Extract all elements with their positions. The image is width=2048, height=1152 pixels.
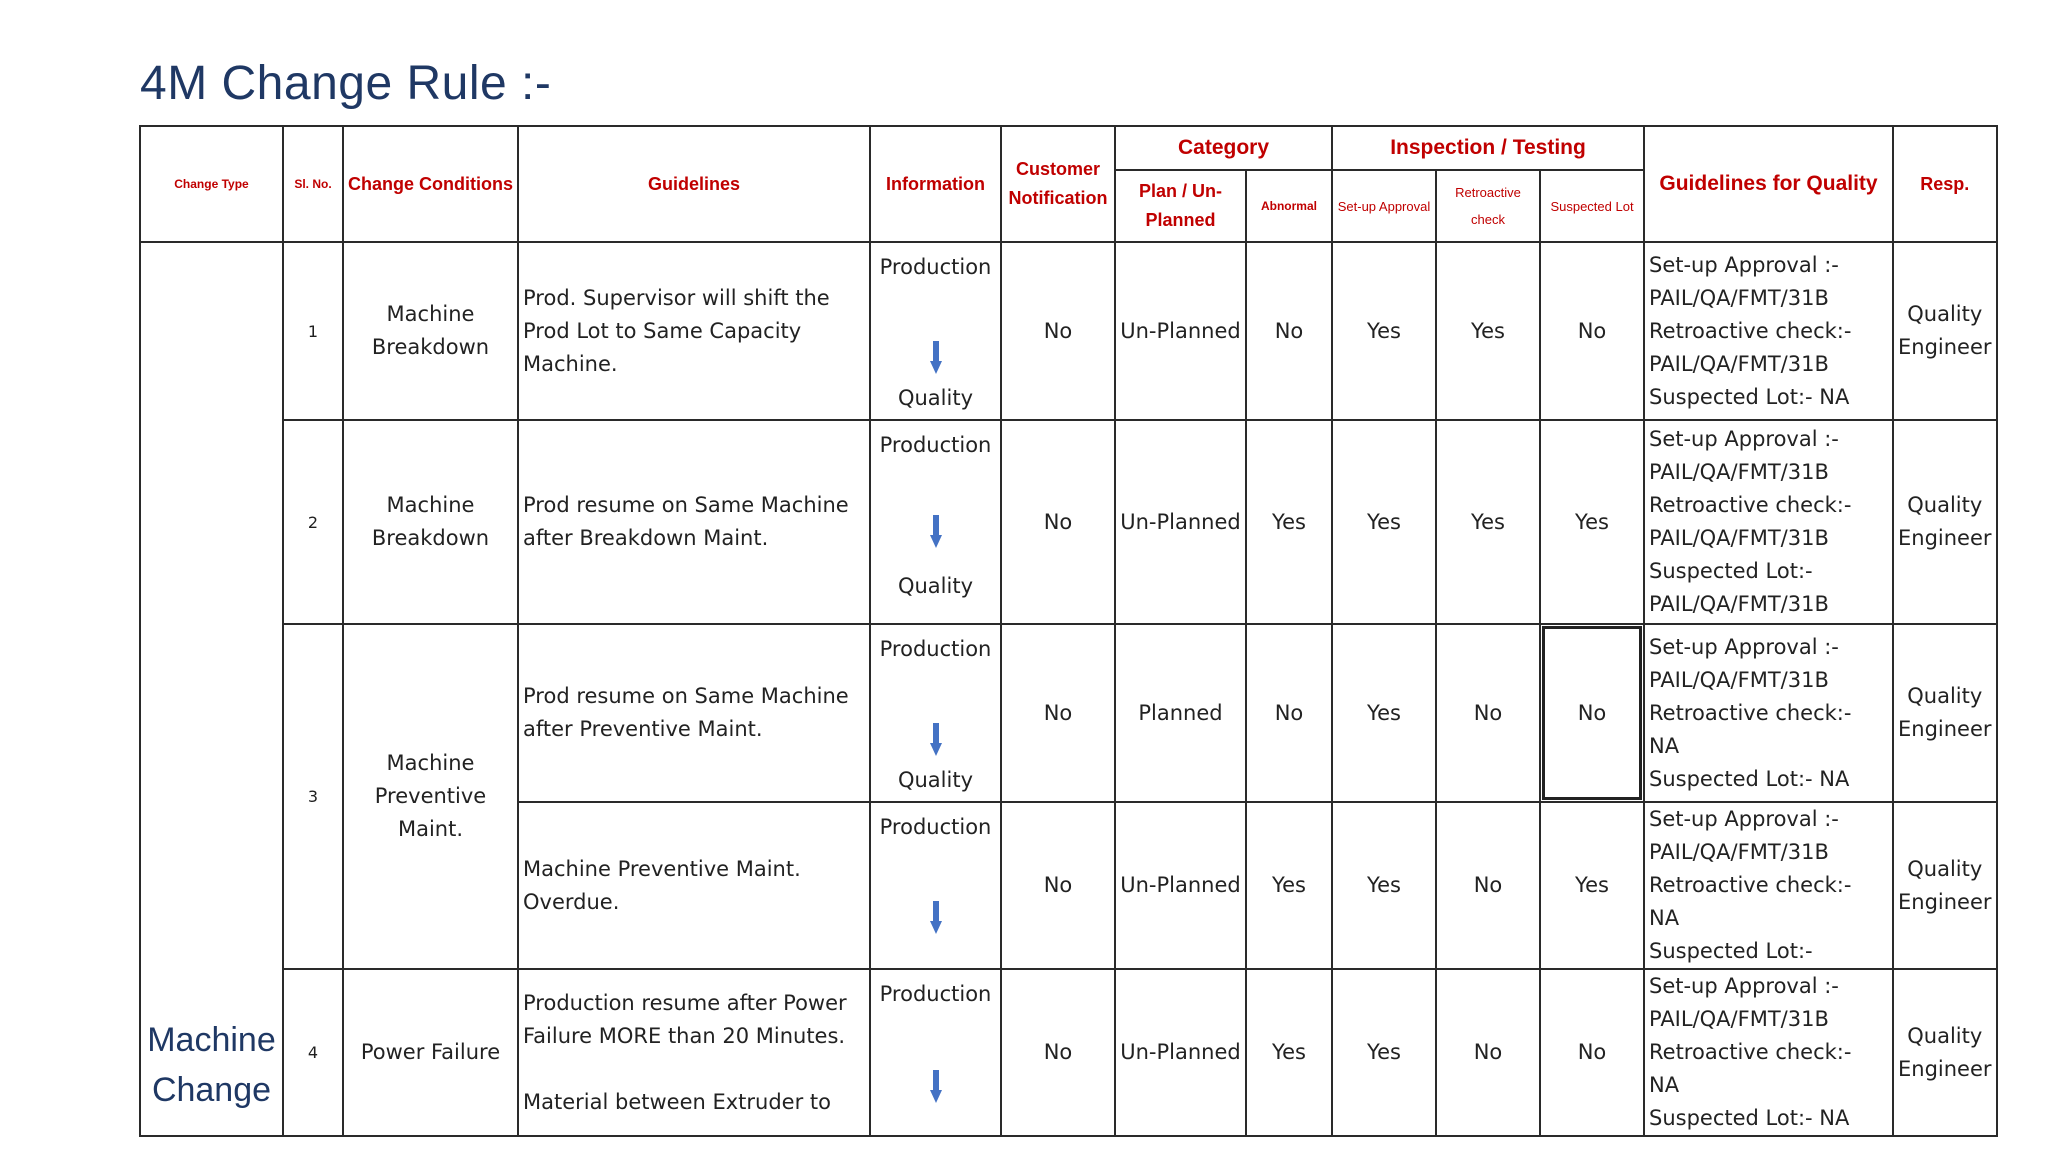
customer-notification-cell[interactable]: No bbox=[1001, 624, 1115, 802]
header-information[interactable]: Information bbox=[870, 126, 1001, 242]
abnormal-cell[interactable]: No bbox=[1246, 242, 1332, 420]
change-condition-cell[interactable]: Machine Breakdown bbox=[343, 420, 518, 624]
setup-approval-cell[interactable]: Yes bbox=[1332, 969, 1436, 1136]
header-inspection-testing[interactable]: Inspection / Testing bbox=[1332, 126, 1644, 170]
change-rule-table bbox=[139, 125, 1998, 1137]
header-category[interactable]: Category bbox=[1115, 126, 1332, 170]
sl-no-cell[interactable]: 1 bbox=[283, 242, 343, 420]
quality-guideline-cell[interactable]: Set-up Approval :- PAIL/QA/FMT/31B Retroactive check:- NA Suspected Lot:- NA bbox=[1644, 969, 1893, 1136]
resp-cell[interactable]: Quality Engineer bbox=[1893, 624, 1997, 802]
header-setup-approval[interactable]: Set-up Approval bbox=[1332, 170, 1436, 242]
setup-approval-cell[interactable]: Yes bbox=[1332, 802, 1436, 969]
down-arrow-icon bbox=[930, 901, 942, 935]
info-production-label: Production bbox=[879, 255, 992, 279]
info-production-label: Production bbox=[879, 815, 992, 839]
plan-cell[interactable]: Un-Planned bbox=[1115, 802, 1246, 969]
information-cell[interactable] bbox=[870, 420, 1001, 624]
information-cell[interactable] bbox=[870, 624, 1001, 802]
change-condition-cell[interactable]: Machine Breakdown bbox=[343, 242, 518, 420]
guideline-cell[interactable]: Production resume after Power Failure MORE than 20 Minutes. Material between Extruder to bbox=[518, 969, 870, 1136]
quality-guideline-cell[interactable]: Set-up Approval :- PAIL/QA/FMT/31B Retroactive check:- PAIL/QA/FMT/31B Suspected Lot:- PAIL/QA/FMT/31B bbox=[1644, 420, 1893, 624]
resp-cell[interactable]: Quality Engineer bbox=[1893, 969, 1997, 1136]
header-plan-unplanned[interactable]: Plan / Un-Planned bbox=[1115, 170, 1246, 242]
header-guidelines-quality[interactable]: Guidelines for Quality bbox=[1644, 126, 1893, 242]
customer-notification-cell[interactable]: No bbox=[1001, 420, 1115, 624]
quality-guideline-cell[interactable]: Set-up Approval :- PAIL/QA/FMT/31B Retroactive check:- NA Suspected Lot:- NA bbox=[1644, 624, 1893, 802]
info-quality-label: Quality bbox=[897, 768, 974, 792]
plan-cell[interactable]: Un-Planned bbox=[1115, 420, 1246, 624]
abnormal-cell[interactable]: Yes bbox=[1246, 420, 1332, 624]
table-row bbox=[140, 420, 1997, 624]
sl-no-cell[interactable]: 2 bbox=[283, 420, 343, 624]
page-title: 4M Change Rule :- bbox=[140, 57, 552, 110]
info-quality-label: Quality bbox=[897, 386, 974, 410]
info-production-label: Production bbox=[879, 982, 992, 1006]
guideline-cell[interactable]: Prod resume on Same Machine after Breakdown Maint. bbox=[518, 420, 870, 624]
customer-notification-cell[interactable]: No bbox=[1001, 802, 1115, 969]
setup-approval-cell[interactable]: Yes bbox=[1332, 624, 1436, 802]
header-resp[interactable]: Resp. bbox=[1893, 126, 1997, 242]
resp-cell[interactable]: Quality Engineer bbox=[1893, 420, 1997, 624]
change-condition-cell[interactable]: Machine Preventive Maint. bbox=[343, 624, 518, 969]
information-cell[interactable] bbox=[870, 802, 1001, 969]
header-change-conditions[interactable]: Change Conditions bbox=[343, 126, 518, 242]
retroactive-check-cell[interactable]: No bbox=[1436, 802, 1540, 969]
resp-cell[interactable]: Quality Engineer bbox=[1893, 802, 1997, 969]
plan-cell[interactable]: Planned bbox=[1115, 624, 1246, 802]
suspected-lot-cell[interactable]: Yes bbox=[1540, 420, 1644, 624]
header-guidelines[interactable]: Guidelines bbox=[518, 126, 870, 242]
header-retroactive-check[interactable]: Retroactive check bbox=[1436, 170, 1540, 242]
retroactive-check-cell[interactable]: Yes bbox=[1436, 420, 1540, 624]
suspected-lot-cell[interactable]: No bbox=[1540, 242, 1644, 420]
change-condition-cell[interactable]: Power Failure bbox=[343, 969, 518, 1136]
abnormal-cell[interactable]: Yes bbox=[1246, 969, 1332, 1136]
resp-cell[interactable]: Quality Engineer bbox=[1893, 242, 1997, 420]
guideline-cell[interactable]: Prod. Supervisor will shift the Prod Lot to Same Capacity Machine. bbox=[518, 242, 870, 420]
setup-approval-cell[interactable]: Yes bbox=[1332, 420, 1436, 624]
info-production-label: Production bbox=[879, 637, 992, 661]
down-arrow-icon bbox=[930, 723, 942, 757]
table-row bbox=[140, 624, 1997, 802]
guideline-cell[interactable]: Prod resume on Same Machine after Preventive Maint. bbox=[518, 624, 870, 802]
change-type-cell[interactable]: Machine Change bbox=[140, 242, 283, 1136]
information-cell[interactable] bbox=[870, 242, 1001, 420]
header-suspected-lot[interactable]: Suspected Lot bbox=[1540, 170, 1644, 242]
suspected-lot-cell[interactable]: Yes bbox=[1540, 802, 1644, 969]
retroactive-check-cell[interactable]: Yes bbox=[1436, 242, 1540, 420]
quality-guideline-cell[interactable]: Set-up Approval :- PAIL/QA/FMT/31B Retroactive check:- PAIL/QA/FMT/31B Suspected Lot:- NA bbox=[1644, 242, 1893, 420]
customer-notification-cell[interactable]: No bbox=[1001, 242, 1115, 420]
sl-no-cell[interactable]: 4 bbox=[283, 969, 343, 1136]
down-arrow-icon bbox=[930, 1070, 942, 1104]
header-customer-notification[interactable]: Customer Notification bbox=[1001, 126, 1115, 242]
quality-guideline-cell[interactable]: Set-up Approval :- PAIL/QA/FMT/31B Retroactive check:- NA Suspected Lot:- bbox=[1644, 802, 1893, 969]
retroactive-check-cell[interactable]: No bbox=[1436, 969, 1540, 1136]
plan-cell[interactable]: Un-Planned bbox=[1115, 969, 1246, 1136]
header-change-type[interactable]: Change Type bbox=[140, 126, 283, 242]
down-arrow-icon bbox=[930, 341, 942, 375]
table-row bbox=[140, 969, 1997, 1136]
suspected-lot-cell[interactable]: No bbox=[1540, 624, 1644, 802]
sl-no-cell[interactable]: 3 bbox=[283, 624, 343, 969]
information-cell[interactable] bbox=[870, 969, 1001, 1136]
abnormal-cell[interactable]: No bbox=[1246, 624, 1332, 802]
guideline-cell[interactable]: Machine Preventive Maint. Overdue. bbox=[518, 802, 870, 969]
retroactive-check-cell[interactable]: No bbox=[1436, 624, 1540, 802]
suspected-lot-cell[interactable]: No bbox=[1540, 969, 1644, 1136]
table-row bbox=[140, 242, 1997, 420]
down-arrow-icon bbox=[930, 515, 942, 549]
plan-cell[interactable]: Un-Planned bbox=[1115, 242, 1246, 420]
info-production-label: Production bbox=[879, 433, 992, 457]
customer-notification-cell[interactable]: No bbox=[1001, 969, 1115, 1136]
abnormal-cell[interactable]: Yes bbox=[1246, 802, 1332, 969]
info-quality-label: Quality bbox=[897, 574, 974, 598]
setup-approval-cell[interactable]: Yes bbox=[1332, 242, 1436, 420]
header-abnormal[interactable]: Abnormal bbox=[1246, 170, 1332, 242]
header-sl-no[interactable]: Sl. No. bbox=[283, 126, 343, 242]
